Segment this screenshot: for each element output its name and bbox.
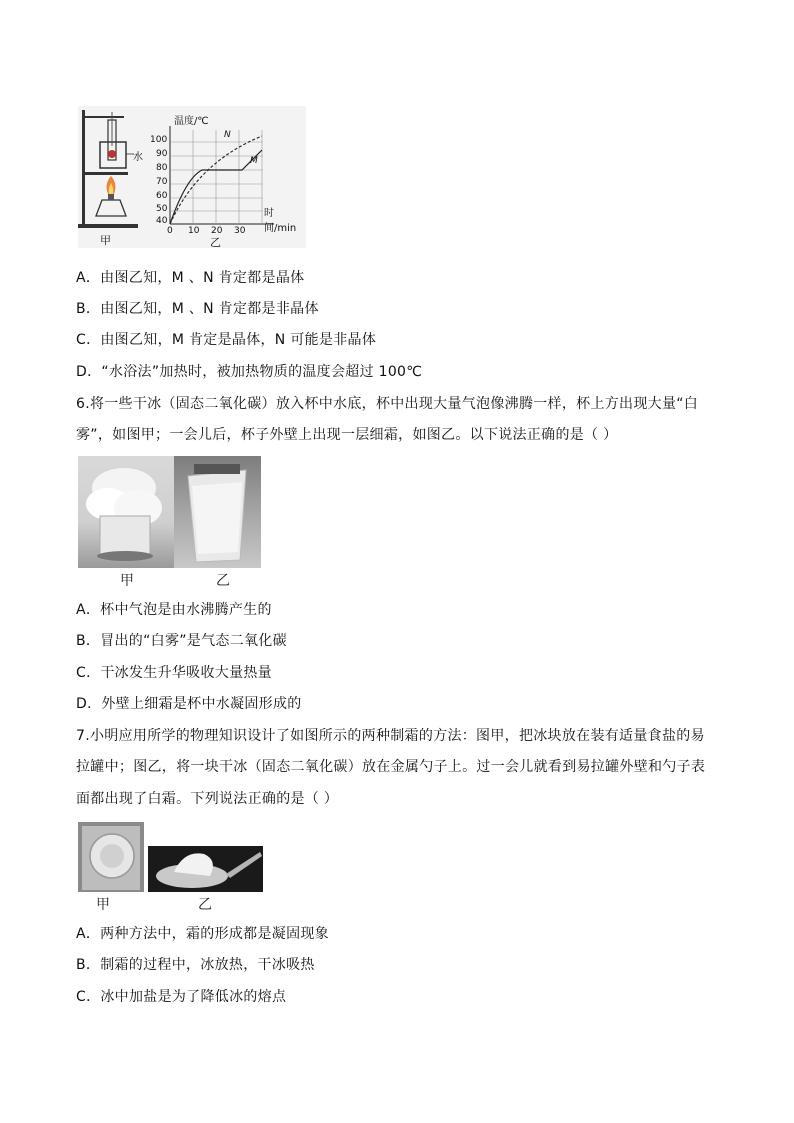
q7-caption-a: 甲: [96, 897, 110, 913]
q6-frosted-cup-illustration: [174, 456, 261, 568]
q6-stem-line-1: 6.将一些干冰（固态二氧化碳）放入杯中水底，杯中出现大量气泡像沸腾一样，杯上方出现大量“白: [76, 396, 699, 412]
q5-option-d: D．“水浴法”加热时，被加热物质的温度会超过 100℃: [76, 364, 423, 380]
q6-photo-b: [174, 456, 261, 568]
q5-y-tick: 40: [156, 216, 168, 226]
q5-y-axis-label: 温度/℃: [174, 116, 209, 127]
q6-stem-line-2: 雾”，如图甲；一会儿后，杯子外壁上出现一层细霜，如图乙。以下说法正确的是（ ）: [76, 427, 618, 443]
q7-option-c: C．冰中加盐是为了降低冰的熔点: [76, 989, 287, 1005]
q5-x-tick: 0: [167, 226, 173, 236]
q7-stem-line-3: 面都出现了白霜。下列说法正确的是（ ）: [76, 791, 339, 807]
q7-photo-b: [148, 846, 263, 892]
q7-can-illustration: [78, 822, 144, 892]
q5-x-tick: 10: [188, 226, 200, 236]
q5-option-b: B．由图乙知，M 、N 肯定都是非晶体: [76, 301, 319, 317]
q7-stem-line-1: 7.小明应用所学的物理知识设计了如图所示的两种制霜的方法：图甲，把冰块放在装有适量食盐的易: [76, 728, 705, 744]
q7-caption-b: 乙: [198, 897, 212, 913]
q5-y-tick: 80: [156, 163, 168, 173]
q7-stem-line-2: 拉罐中；图乙，将一块干冰（固态二氧化碳）放在金属勺子上。过一会儿就看到易拉罐外壁和勺子表: [76, 759, 706, 775]
q6-option-c: C．干冰发生升华吸收大量热量: [76, 665, 272, 681]
q7-photo-a: [78, 822, 144, 892]
q7-option-b: B．制霜的过程中，冰放热，干冰吸热: [76, 957, 315, 973]
q5-curve-label-m: M: [250, 156, 258, 166]
q5-y-tick: 100: [150, 135, 168, 145]
q6-caption-b: 乙: [216, 573, 230, 589]
q5-curve-label-n: N: [224, 130, 231, 140]
q5-graph-caption: 乙: [210, 236, 221, 249]
q6-fog-illustration: [78, 456, 174, 568]
q5-figure: [78, 106, 306, 248]
q5-option-c: C．由图乙知，M 肯定是晶体，N 可能是非晶体: [76, 332, 377, 348]
q5-x-tick: 20: [211, 226, 223, 236]
q6-option-b: B．冒出的“白雾”是气态二氧化碳: [76, 633, 287, 649]
q5-y-tick: 60: [156, 191, 168, 201]
q6-option-d: D．外壁上细霜是杯中水凝固形成的: [76, 696, 302, 712]
q6-photo-a: [78, 456, 174, 568]
q5-x-axis-label: 时间/min: [264, 208, 297, 234]
q7-spoon-illustration: [148, 846, 263, 892]
q6-caption-a: 甲: [120, 573, 134, 589]
q5-y-tick: 90: [156, 149, 168, 159]
q5-y-tick: 70: [156, 177, 168, 187]
q5-apparatus-caption: 甲: [100, 234, 111, 247]
q5-y-tick: 50: [156, 204, 168, 214]
q5-option-a: A．由图乙知，M 、N 肯定都是晶体: [76, 270, 305, 286]
q6-option-a: A．杯中气泡是由水沸腾产生的: [76, 602, 272, 618]
q7-option-a: A．两种方法中，霜的形成都是凝固现象: [76, 926, 329, 942]
q5-x-tick: 30: [234, 226, 246, 236]
q5-water-label: 水: [133, 152, 143, 163]
